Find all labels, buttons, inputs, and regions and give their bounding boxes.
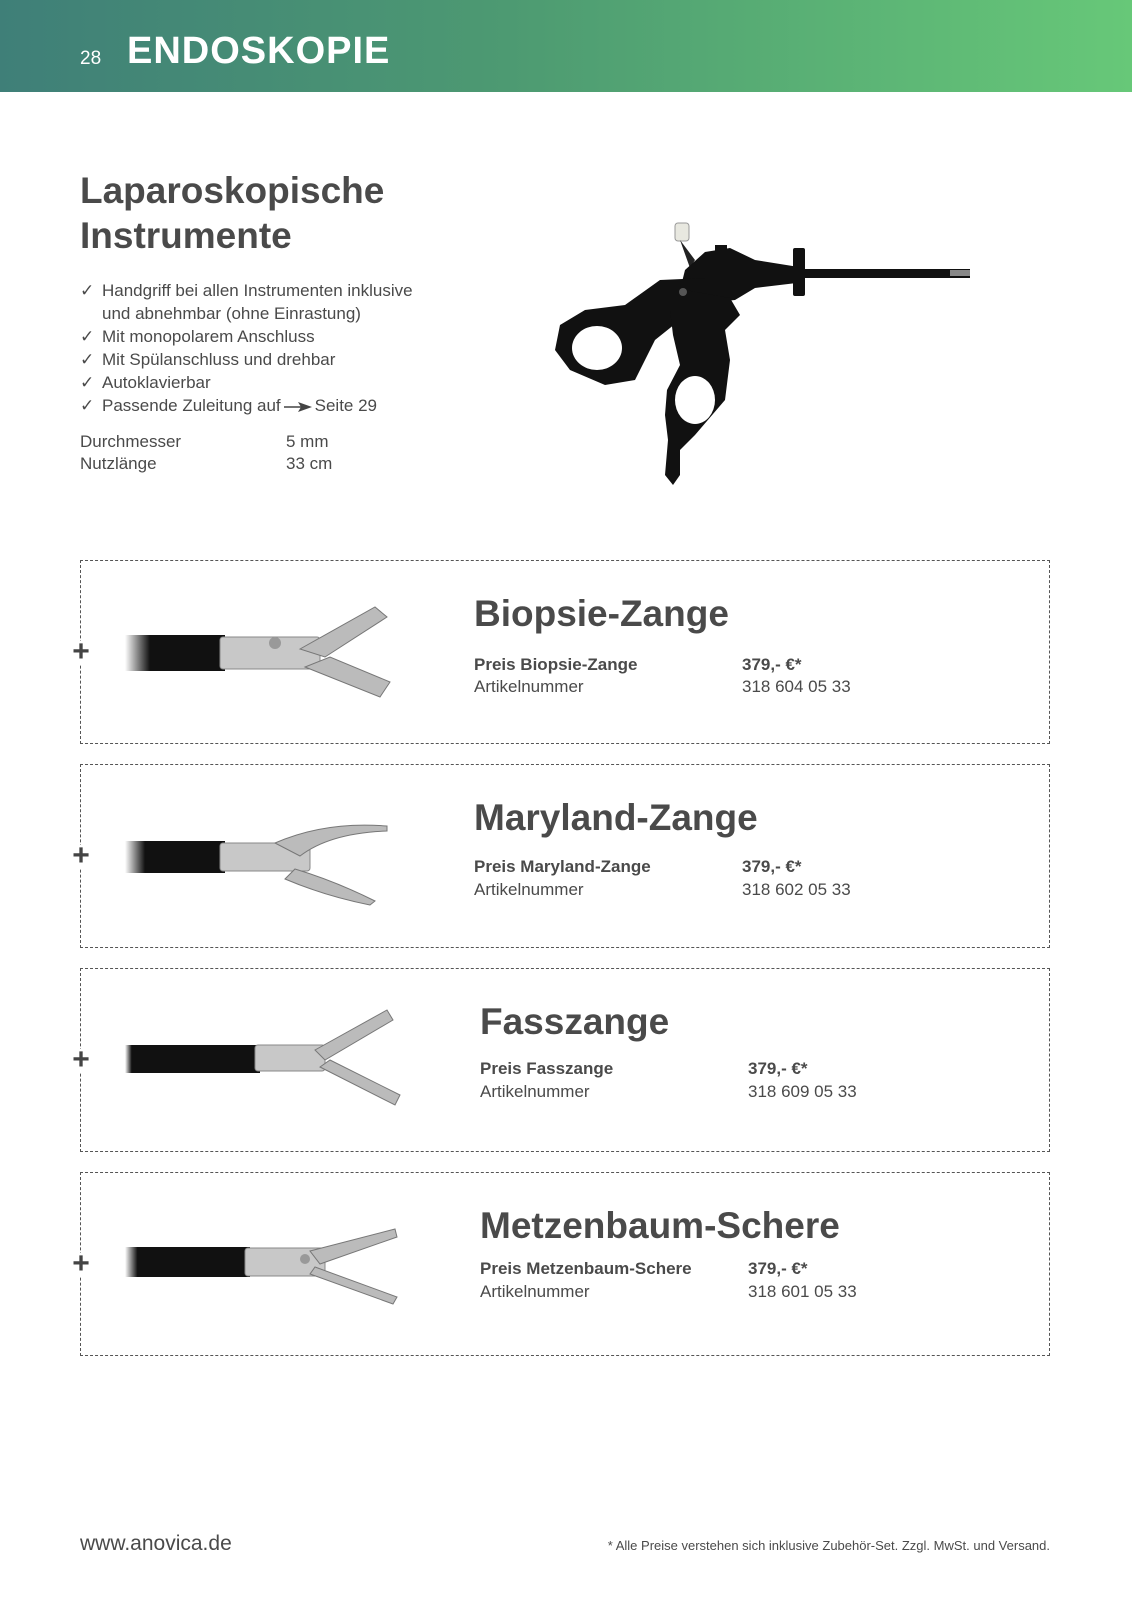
instrument-handle-image <box>555 220 975 490</box>
feature-item: und abnehmbar (ohne Einrastung) <box>102 304 361 323</box>
arrow-right-icon <box>284 402 312 412</box>
product-card <box>72 968 1050 1152</box>
website-link[interactable]: www.anovica.de <box>80 1532 232 1555</box>
section-title: ENDOSKOPIE <box>127 30 391 72</box>
spec-length: Nutzlänge 33 cm <box>80 454 333 473</box>
article-row: Artikelnummer 318 602 05 33 <box>474 880 851 899</box>
product-name: Maryland-Zange <box>474 797 758 838</box>
price-footnote: * Alle Preise verstehen sich inklusive Zubehör-Set. Zzgl. MwSt. und Versand. <box>607 1538 1050 1553</box>
plus-icon[interactable]: + <box>72 1247 90 1280</box>
feature-item: ✓ Mit Spülanschluss und drehbar <box>80 350 336 369</box>
intro-title: Laparoskopische Instrumente <box>80 170 385 256</box>
page-number: 28 <box>80 48 102 69</box>
product-name: Fasszange <box>480 1001 670 1042</box>
plus-icon[interactable]: + <box>72 1043 90 1076</box>
product-card <box>72 1172 1050 1356</box>
article-row: Artikelnummer 318 609 05 33 <box>480 1082 857 1101</box>
check-icon: ✓ <box>80 350 95 369</box>
product-name: Metzenbaum-Schere <box>480 1205 840 1246</box>
page-link[interactable]: Seite 29 <box>314 396 378 415</box>
price-row: Preis Metzenbaum-Schere 379,- €* <box>480 1259 808 1278</box>
page-header <box>0 0 1132 92</box>
product-card <box>72 764 1050 948</box>
article-row: Artikelnummer 318 601 05 33 <box>480 1282 857 1301</box>
feature-item: ✓ Handgriff bei allen Instrumenten inklusive <box>80 281 413 300</box>
check-icon: ✓ <box>80 281 95 300</box>
check-icon: ✓ <box>80 327 95 346</box>
plus-icon[interactable]: + <box>72 839 90 872</box>
price-row: Preis Biopsie-Zange 379,- €* <box>474 655 802 674</box>
grasping-forceps-image <box>125 1005 405 1115</box>
check-icon: ✓ <box>80 373 95 392</box>
maryland-forceps-image <box>125 801 400 911</box>
article-row: Artikelnummer 318 604 05 33 <box>474 677 851 696</box>
product-name: Biopsie-Zange <box>474 593 729 634</box>
feature-item: ✓ Mit monopolarem Anschluss <box>80 327 315 346</box>
check-icon: ✓ <box>80 396 95 415</box>
feature-item: ✓ Autoklavierbar <box>80 373 211 392</box>
price-row: Preis Maryland-Zange 379,- €* <box>474 857 802 876</box>
metzenbaum-scissors-image <box>125 1209 405 1319</box>
price-row: Preis Fasszange 379,- €* <box>480 1059 808 1078</box>
feature-item: ✓ Passende Zuleitung auf Seite 29 <box>80 396 378 415</box>
plus-icon[interactable]: + <box>72 635 90 668</box>
product-card <box>72 560 1050 744</box>
biopsy-forceps-image <box>125 597 400 707</box>
spec-diameter: Durchmesser 5 mm <box>80 432 329 451</box>
feature-list <box>80 279 413 417</box>
